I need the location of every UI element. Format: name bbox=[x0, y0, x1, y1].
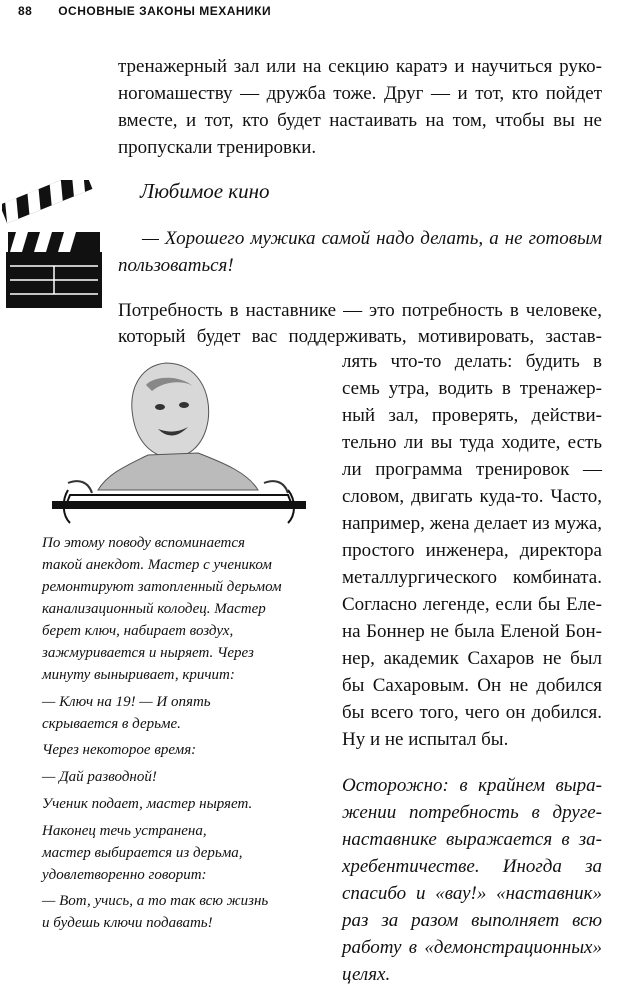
text-line: бы Сахаровым. Он не добился bbox=[342, 675, 602, 696]
warning-line: наставнике выражается в за- bbox=[342, 829, 602, 850]
text-line: металлургического комбината. bbox=[342, 567, 602, 588]
text-line: нер, академик Сахаров не был bbox=[342, 648, 602, 669]
sidebar-line: берет ключ, набирает воздух, bbox=[42, 623, 234, 639]
warning-line: раз за разом выполняет всю bbox=[342, 910, 602, 931]
sidebar-line: По этому поводу вспоминается bbox=[42, 535, 245, 551]
warning-line: целях. bbox=[342, 964, 391, 985]
text-line: простого инженера, директора bbox=[342, 540, 602, 561]
warning-line: спасибо и «вау!» «наставник» bbox=[342, 883, 602, 904]
quote-line: — Хорошего мужика самой надо делать, а не готовым bbox=[142, 228, 602, 249]
text-line: ный зал, проверять, действи- bbox=[342, 405, 602, 426]
text-line: ногомашеству — дружба тоже. Друг — и тот, кто пойдет bbox=[118, 83, 602, 104]
woman-holding-board-illustration bbox=[48, 355, 310, 525]
text-line: пропускали тренировки. bbox=[118, 137, 317, 158]
text-line: тренажерный зал или на секцию каратэ и научиться руко- bbox=[118, 56, 602, 77]
text-line: который будет вас поддерживать, мотивировать, застав- bbox=[118, 326, 602, 347]
sidebar-line: удовлетворенно говорит: bbox=[42, 867, 207, 883]
text-line: лять что-то делать: будить в bbox=[342, 351, 602, 372]
sidebar-line: мастер выбирается из дерьма, bbox=[42, 845, 243, 861]
warning-line: жении потребность в друге- bbox=[342, 802, 602, 823]
sidebar-line: — Дай разводной! bbox=[42, 769, 157, 785]
text-line: семь утра, водить в тренажер- bbox=[342, 378, 602, 399]
sidebar-line: — Вот, учись, а то так всю жизнь bbox=[42, 893, 269, 909]
text-line: вместе, и тот, кто будет настаивать на том, чтобы вы не bbox=[118, 110, 602, 131]
sidebar-line: Через некоторое время: bbox=[42, 742, 197, 758]
sidebar-line: канализационный колодец. Мастер bbox=[42, 601, 266, 617]
clapperboard-icon bbox=[2, 180, 114, 315]
sidebar-line: минуту выныривает, кричит: bbox=[42, 667, 235, 683]
sidebar-line: Наконец течь устранена, bbox=[42, 823, 207, 839]
sidebar-line: скрывается в дерьме. bbox=[42, 716, 181, 732]
section-heading: Любимое кино bbox=[140, 179, 270, 203]
sidebar-line: такой анекдот. Мастер с учеником bbox=[42, 557, 272, 573]
quote-line: пользоваться! bbox=[118, 255, 234, 276]
text-line: Потребность в наставнике — это потребность в человеке, bbox=[118, 300, 602, 321]
sidebar-line: — Ключ на 19! — И опять bbox=[42, 694, 211, 710]
sidebar-line: и будешь ключи подавать! bbox=[42, 915, 213, 931]
text-line: Ну и не испытал бы. bbox=[342, 729, 509, 750]
text-line: Согласно легенде, если бы Еле- bbox=[342, 594, 602, 615]
text-line: ли программа тренировок — bbox=[342, 459, 602, 480]
text-line: на Боннер не была Еленой Бон- bbox=[342, 621, 602, 642]
warning-line: хребентичестве. Иногда за bbox=[342, 856, 602, 877]
sidebar-line: ремонтируют затопленный дерьмом bbox=[42, 579, 282, 595]
warning-line: Осторожно: в крайнем выра- bbox=[342, 775, 602, 796]
text-line: тельно ли вы туда ходите, есть bbox=[342, 432, 602, 453]
sidebar-line: Ученик подает, мастер ныряет. bbox=[42, 796, 253, 812]
page-number: 88 bbox=[18, 4, 33, 18]
text-line: словом, двигать куда-то. Часто, bbox=[342, 486, 602, 507]
warning-line: работу в «демонстрационных» bbox=[342, 937, 602, 958]
text-line: бы всего того, чего он добился. bbox=[342, 702, 602, 723]
running-head bbox=[18, 4, 271, 18]
sidebar-line: зажмуривается и ныряет. Через bbox=[42, 645, 254, 661]
text-line: например, жена делает из мужа, bbox=[342, 513, 602, 534]
running-title: ОСНОВНЫЕ ЗАКОНЫ МЕХАНИКИ bbox=[58, 4, 272, 18]
